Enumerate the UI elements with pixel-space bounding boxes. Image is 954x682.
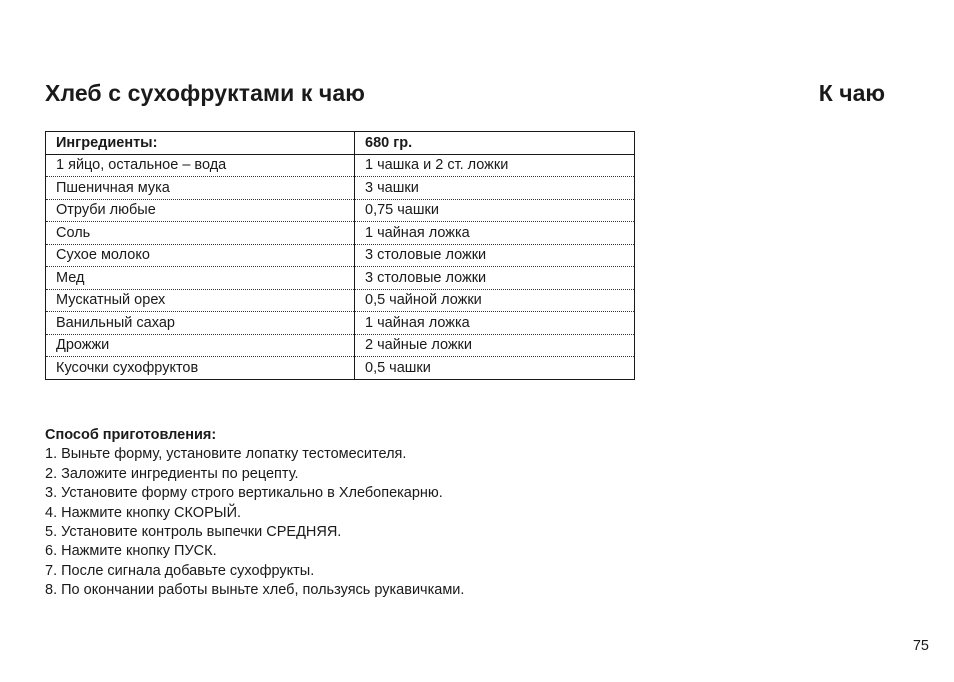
table-row [46, 177, 635, 200]
ingredient-amount: 3 столовые ложки [355, 244, 635, 267]
ingredients-table [45, 131, 635, 380]
method-step: 2. Заложите ингредиенты по рецепту. [45, 465, 299, 482]
page-number: 75 [912, 638, 929, 654]
method-title: Способ приготовления: [45, 427, 217, 443]
ingredient-name: Дрожжи [46, 334, 355, 357]
ingredient-amount: 3 чашки [355, 177, 635, 200]
ingredient-name: Ванильный сахар [46, 312, 355, 335]
ingredient-amount: 1 чайная ложка [355, 222, 635, 245]
ingredient-amount: 0,5 чашки [365, 359, 431, 376]
table-row [46, 244, 635, 267]
ingredient-name: Кусочки сухофруктов [46, 357, 355, 380]
method-step: 5. Установите контроль выпечки СРЕДНЯЯ. [45, 524, 342, 541]
method-step: 7. После сигнала добавьте сухофрукты. [45, 562, 315, 579]
ingredient-name: Пшеничная мука [46, 177, 355, 200]
table-row [46, 357, 635, 380]
ingredient-name: Мед [46, 267, 355, 290]
method-step: 1. Выньте форму, установите лопатку тестомесителя. [45, 446, 407, 463]
amount-header: 680 гр. [355, 132, 635, 155]
ingredient-name: 1 яйцо, остальное – вода [46, 154, 355, 177]
ingredient-amount: 1 чайная ложка [355, 312, 635, 335]
ingredient-name: Соль [46, 222, 355, 245]
method-section [45, 426, 464, 601]
table-header-row [46, 132, 635, 155]
table-row [46, 154, 635, 177]
table-row [46, 289, 635, 312]
method-step: 6. Нажмите кнопку ПУСК. [45, 543, 217, 560]
section-title: К чаю [818, 80, 885, 106]
method-step: 4. Нажмите кнопку СКОРЫЙ. [45, 504, 242, 521]
table-row [46, 199, 635, 222]
ingredient-amount: 1 чашка и 2 ст. ложки [355, 154, 635, 177]
ingredient-name: Сухое молоко [46, 244, 355, 267]
table-row [46, 222, 635, 245]
page-title: Хлеб с сухофруктами к чаю [45, 80, 366, 106]
ingredient-amount: 0,75 чашки [355, 199, 635, 222]
ingredient-amount: 3 столовые ложки [355, 267, 635, 290]
table-row [46, 312, 635, 335]
method-step: 3. Установите форму строго вертикально в Хлебопекарню. [45, 485, 443, 502]
ingredients-header: Ингредиенты: [46, 132, 355, 155]
ingredient-name: Отруби любые [46, 199, 355, 222]
method-step: 8. По окончании работы выньте хлеб, пользуясь рукавичками. [45, 582, 465, 599]
ingredient-amount: 0,5 чайной ложки [355, 289, 635, 312]
table-row [46, 334, 635, 357]
ingredient-name: Мускатный орех [46, 289, 355, 312]
table-row [46, 267, 635, 290]
ingredient-amount: 2 чайные ложки [355, 334, 635, 357]
